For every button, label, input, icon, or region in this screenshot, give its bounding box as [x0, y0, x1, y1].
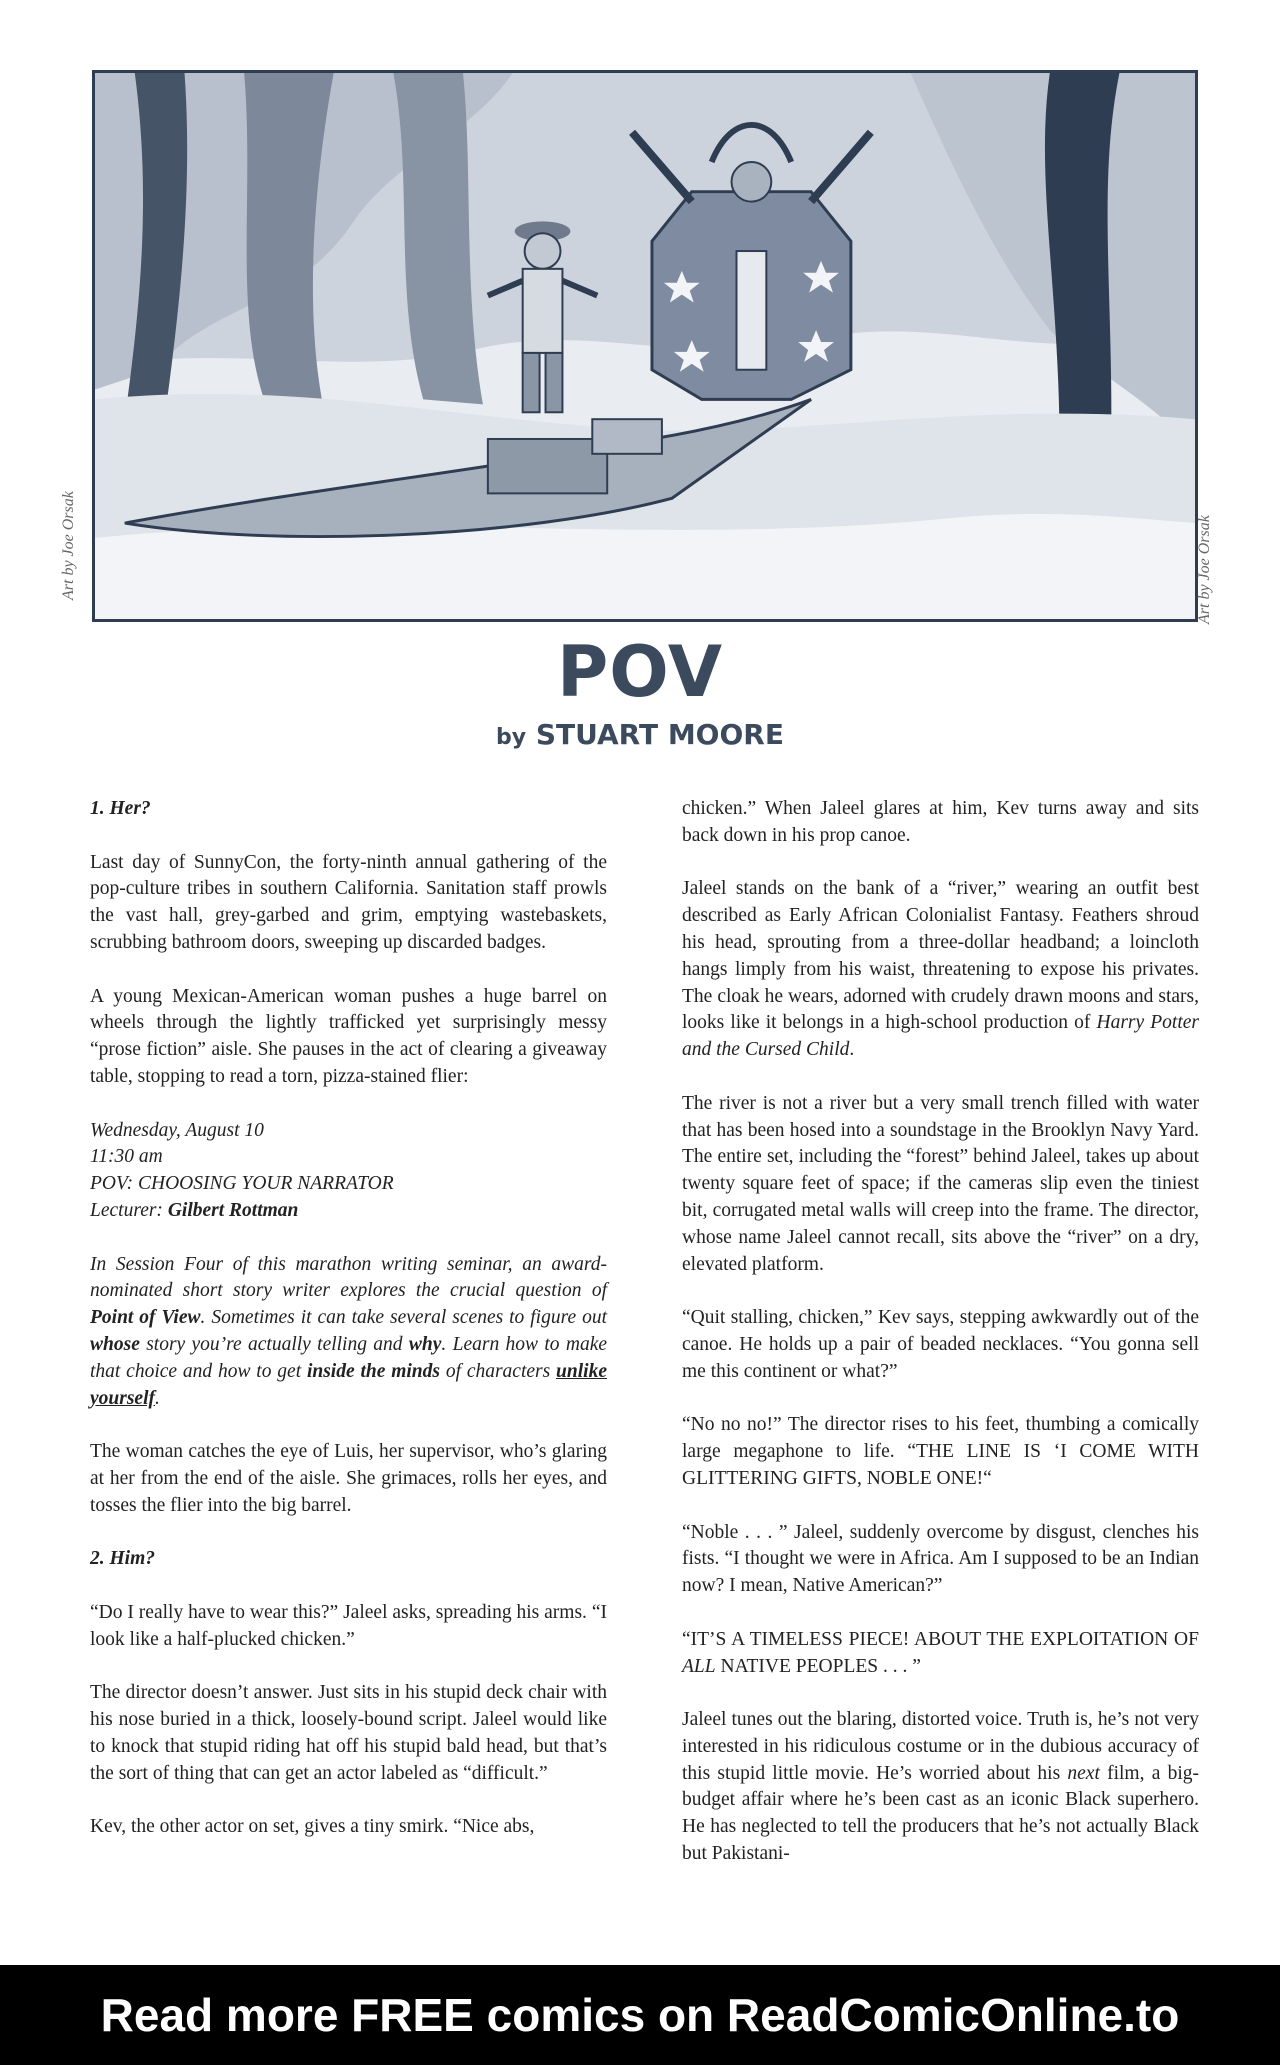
flier-date: Wednesday, August 10 [90, 1119, 264, 1141]
emphasis: ALL [682, 1655, 716, 1677]
section-heading-her: 1. Her? [90, 798, 151, 819]
paragraph: “No no no!” The director rises to his feet, thumbing a comically large megaphone to life. “THE LINE IS ‘I COME WITH GLITTERING GIFTS, NOBLE ONE!“ [682, 1414, 1199, 1489]
paragraph: “Do I really have to wear this?” Jaleel asks, spreading his arms. “I look like a half-plucked chicken.” [90, 1601, 607, 1650]
flier-text: In Session Four of this marathon writing seminar, an award-nominated short story writer explores the crucial question of [90, 1253, 607, 1302]
flier-description [90, 1252, 607, 1413]
paragraph-text: film, a big-budget affair where he’s been cast as an iconic Black superhero. He has neglected to tell the producers that he’s not actually Black but Pakistani- [682, 1762, 1199, 1865]
story-title: POV [556, 631, 724, 713]
flier-emphasis: why [408, 1333, 442, 1355]
paragraph: A young Mexican-American woman pushes a huge barrel on wheels through the lightly trafficked yet surprisingly messy “prose fiction” aisle. She pauses in the act of clearing a giveaway table, stopping to read a torn, pizza-stained flier: [90, 985, 607, 1087]
paragraph: “Noble . . . ” Jaleel, suddenly overcome by disgust, clenches his fists. “I thought we were in Africa. Am I supposed to be an Indian now? I mean, Native American?” [682, 1521, 1199, 1597]
paragraph: Last day of SunnyCon, the forty-ninth annual gathering of the pop-culture tribes in southern California. Sanitation staff prowls the vast hall, grey-garbed and grim, emptying wastebaskets, scrubbing bathroom doors, sweeping up discarded badges. [90, 851, 607, 953]
paragraph: Kev, the other actor on set, gives a tiny smirk. “Nice abs, [90, 1816, 535, 1838]
paragraph-text: NATIVE PEOPLES . . . ” [715, 1655, 921, 1677]
paragraph [682, 1627, 1199, 1681]
emphasis: next [1067, 1762, 1100, 1784]
book-title: Harry Potter and the Cursed Child [682, 1012, 1200, 1061]
left-column [90, 796, 607, 1868]
byline [0, 718, 1280, 751]
flier-emphasis: Point of View [90, 1307, 201, 1329]
lecturer-label: Lecturer: [90, 1199, 163, 1221]
flier-text: story you’re actually telling and [139, 1333, 409, 1355]
paragraph-text: . [849, 1039, 855, 1061]
jungle-canoe-illustration [95, 73, 1195, 619]
promo-banner[interactable] [0, 1965, 1280, 2065]
flier-emphasis: whose [90, 1333, 140, 1355]
paragraph [682, 1707, 1199, 1868]
flier-lecturer [90, 1198, 607, 1225]
paragraph: The director doesn’t answer. Just sits in his stupid deck chair with his nose buried in a thick, loosely-bound script. Jaleel would like to knock that stupid riding hat off his stupid bald head, but that’s the sort of thing that can get an actor labeled as “difficult.” [90, 1682, 607, 1784]
flier-text: . Learn how to make that choice and how to get [90, 1333, 607, 1382]
paragraph: The woman catches the eye of Luis, her supervisor, who’s glaring at her from the end of the aisle. She grimaces, rolls her eyes, and tosses the flier into the big barrel. [90, 1441, 607, 1516]
paragraph [682, 876, 1199, 1064]
paragraph: The river is not a river but a very small trench filled with water that has been hosed into a soundstage in the Brooklyn Navy Yard. The entire set, including the “forest” behind Jaleel, takes up about twenty square feet of space; if the cameras slip even the tiniest bit, corrugated metal walls will creep into the frame. The director, whose name Jaleel cannot recall, sits above the “river” on a dry, elevated platform. [682, 1092, 1199, 1275]
story-illustration [92, 70, 1198, 622]
paragraph: chicken.” When Jaleel glares at him, Kev turns away and sits back down in his prop canoe. [682, 798, 1199, 846]
art-credit-left: Art by Joe Orsak [60, 491, 77, 600]
right-column [682, 796, 1199, 1895]
section-heading-him: 2. Him? [90, 1548, 156, 1570]
lecturer-name: Gilbert Rottman [167, 1199, 299, 1221]
flier-emphasis: unlike yourself [90, 1360, 607, 1409]
flier-text: . [155, 1387, 160, 1409]
flier-text: of characters [439, 1360, 557, 1382]
paragraph-text: Jaleel stands on the bank of a “river,” wearing an outfit best described as Early African Colonialist Fantasy. Feathers shroud his head, sprouting from a three-dollar headband; a loincloth hangs limply from his waist, threatening to expose his privates. The cloak he wears, adorned with crudely drawn moons and stars, looks like it belongs in a high-school production of [682, 878, 1199, 1034]
flier-emphasis: inside the minds [306, 1360, 440, 1382]
author-name: STUART MOORE [535, 718, 784, 751]
byline-prefix: by [496, 725, 527, 750]
paragraph-text: Jaleel tunes out the blaring, distorted voice. Truth is, he’s not very interested in his ridiculous costume or in the dubious accuracy of this stupid little movie. He’s worried about his [682, 1709, 1199, 1784]
flier-time: 11:30 am [90, 1146, 163, 1168]
promo-text[interactable]: Read more FREE comics on ReadComicOnline.to [100, 1989, 1180, 2041]
flier-text: . Sometimes it can take several scenes to figure out [200, 1307, 607, 1329]
paragraph: “Quit stalling, chicken,” Kev says, stepping awkwardly out of the canoe. He holds up a pair of beaded necklaces. “You gonna sell me this continent or what?” [682, 1307, 1199, 1382]
paragraph-text: “IT’S A TIMELESS PIECE! ABOUT THE EXPLOITATION OF [682, 1628, 1199, 1650]
flier-session: POV: CHOOSING YOUR NARRATOR [90, 1173, 394, 1195]
art-credit-right: Art by Joe Orsak [1196, 515, 1213, 624]
